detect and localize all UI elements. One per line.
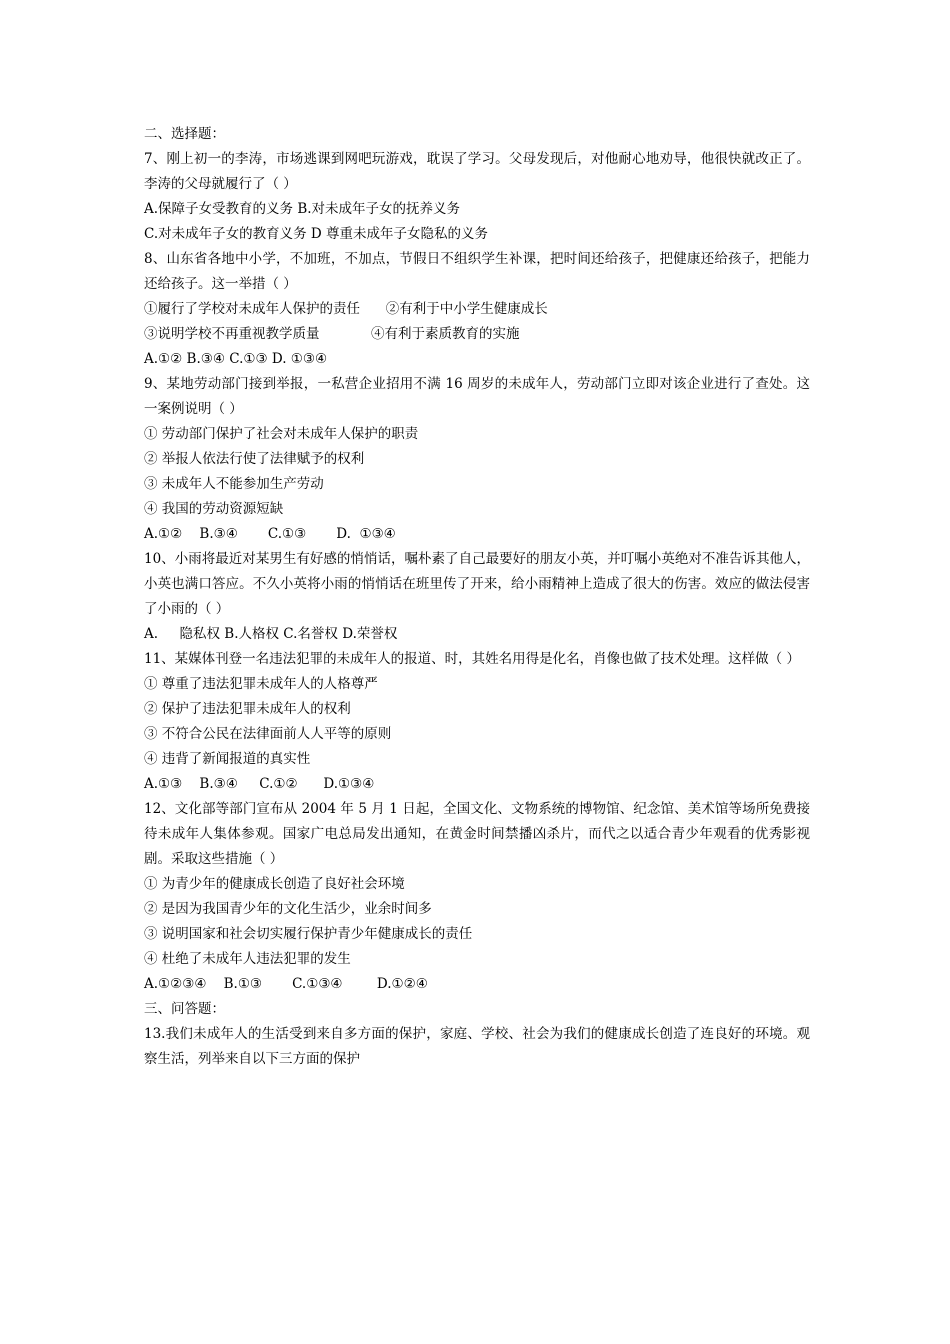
section-heading-qa: 三、问答题： [144,1001,225,1017]
question-10-stem: 10、小雨将最近对某男生有好感的悄悄话，嘱朴素了自己最要好的朋友小英，并叮嘱小英绝对不准告诉其他人，小英也满口答应。不久小英将小雨的悄悄话在班里传了开来，给小雨精神上造成了很大的伤害。效应的做法侵害了小雨的（ ） [144,551,810,617]
question-12-item-1: ① 为青少年的健康成长创造了良好社会环境 [144,876,405,892]
question-11-options: A.①③ B.③④ C.①② D.①③④ [144,776,375,792]
question-13-stem: 13.我们未成年人的生活受到来自多方面的保护，家庭、学校、社会为我们的健康成长创造了连良好的环境。观察生活，列举来自以下三方面的保护 [144,1026,810,1067]
question-9-item-4: ④ 我国的劳动资源短缺 [144,501,284,517]
question-8-items-2: ③说明学校不再重视教学质量 ④有利于素质教育的实施 [144,326,520,342]
question-8-stem: 8、山东省各地中小学，不加班，不加点，节假日不组织学生补课，把时间还给孩子，把健康还给孩子，把能力还给孩子。这一举措（ ） [144,251,810,292]
question-11-item-3: ③ 不符合公民在法律面前人人平等的原则 [144,726,392,742]
question-7-stem: 7、刚上初一的李涛，市场逃课到网吧玩游戏，耽误了学习。父母发现后，对他耐心地劝导，他很快就改正了。李涛的父母就履行了（ ） [144,151,810,192]
question-8-items-1: ①履行了学校对未成年人保护的责任 ②有利于中小学生健康成长 [144,301,548,317]
question-9-item-2: ② 举报人依法行使了法律赋予的权利 [144,451,365,467]
question-7-options-2: C.对未成年子女的教育义务 D 尊重未成年子女隐私的义务 [144,226,489,242]
question-11-item-4: ④ 违背了新闻报道的真实性 [144,751,311,767]
question-11-item-2: ② 保护了违法犯罪未成年人的权利 [144,701,351,717]
question-12-stem: 12、文化部等部门宣布从 2004 年 5 月 1 日起，全国文化、文物系统的博物馆、纪念馆、美术馆等场所免费接待未成年人集体参观。国家广电总局发出通知，在黄金时间禁播凶杀片，而代之以适合青少年观看的优秀影视剧。采取这些措施（ ） [144,801,810,867]
question-9-options: A.①② B.③④ C.①③ D. ①③④ [144,526,396,542]
question-12-item-2: ② 是因为我国青少年的文化生活少，业余时间多 [144,901,432,917]
section-heading-choice: 二、选择题： [144,126,225,142]
question-12-options: A.①②③④ B.①③ C.①③④ D.①②④ [144,976,428,992]
question-12-item-3: ③ 说明国家和社会切实履行保护青少年健康成长的责任 [144,926,473,942]
question-9-item-3: ③ 未成年人不能参加生产劳动 [144,476,324,492]
document-body [144,122,810,1072]
question-8-options: A.①② B.③④ C.①③ D. ①③④ [144,351,328,367]
question-7-options-1: A.保障子女受教育的义务 B.对未成年子女的抚养义务 [144,201,461,217]
question-11-item-1: ① 尊重了违法犯罪未成年人的人格尊严 [144,676,378,692]
question-12-item-4: ④ 杜绝了未成年人违法犯罪的发生 [144,951,351,967]
question-9-stem: 9、某地劳动部门接到举报，一私营企业招用不满 16 周岁的未成年人，劳动部门立即对该企业进行了查处。这一案例说明（ ） [144,376,810,417]
question-11-stem: 11、某媒体刊登一名违法犯罪的未成年人的报道、时，其姓名用得是化名，肖像也做了技术处理。这样做（ ） [144,651,800,667]
question-9-item-1: ① 劳动部门保护了社会对未成年人保护的职责 [144,426,419,442]
question-10-options: A. 隐私权 B.人格权 C.名誉权 D.荣誉权 [144,626,398,642]
